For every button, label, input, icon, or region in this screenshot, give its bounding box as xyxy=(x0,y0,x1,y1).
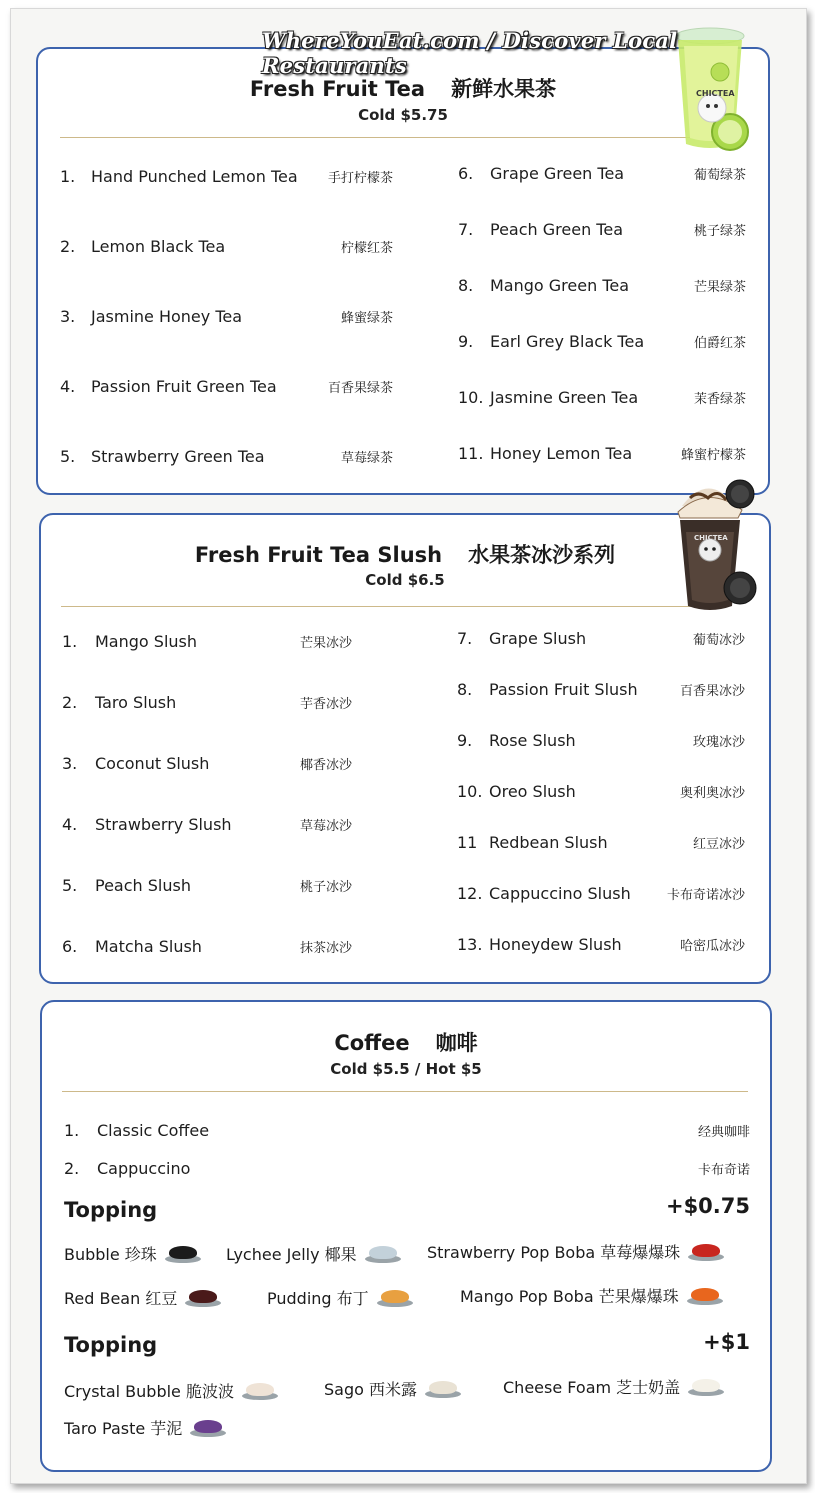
item-number: 2. xyxy=(64,1159,80,1178)
topping-label: Sago 西米露 xyxy=(324,1380,417,1399)
topping-label: Taro Paste 芋泥 xyxy=(64,1419,183,1438)
topping-item xyxy=(324,1377,461,1400)
item-name-en: Earl Grey Black Tea xyxy=(490,332,645,351)
topping-item xyxy=(503,1375,724,1398)
item-name-zh: 哈密瓜冰沙 xyxy=(679,939,745,954)
item-name-en: Honeydew Slush xyxy=(489,935,622,954)
menu-item xyxy=(62,937,352,959)
item-name-zh: 桃子绿茶 xyxy=(693,224,746,239)
topping-dish-image xyxy=(425,1380,461,1398)
menu-item xyxy=(62,815,352,837)
item-name-zh: 蜂蜜绿茶 xyxy=(340,311,393,326)
item-name-zh: 蜂蜜柠檬茶 xyxy=(680,448,746,463)
item-number: 8. xyxy=(458,276,474,295)
oreo-slush-cup-image xyxy=(668,476,760,616)
item-name-en: Cappuccino xyxy=(97,1159,191,1178)
menu-item xyxy=(458,220,746,242)
coffee-title xyxy=(42,1027,770,1057)
cup-logo-text: CHICTEA xyxy=(694,534,728,542)
section-title-en: Coffee xyxy=(334,1031,410,1055)
topping-item xyxy=(64,1379,278,1402)
menu-item xyxy=(458,164,746,186)
item-number: 4. xyxy=(60,377,76,396)
section-title-zh: 咖啡 xyxy=(435,1031,478,1055)
topping-dish-image xyxy=(377,1289,413,1307)
item-name-en: Grape Green Tea xyxy=(490,164,625,183)
item-name-zh: 柠檬红茶 xyxy=(340,241,393,256)
slush-title xyxy=(41,539,769,569)
item-name-en: Oreo Slush xyxy=(489,782,576,801)
menu-item xyxy=(458,332,746,354)
item-name-zh: 芋香冰沙 xyxy=(299,697,352,712)
topping-price-1: +$0.75 xyxy=(665,1194,750,1218)
item-name-zh: 经典咖啡 xyxy=(697,1125,750,1140)
watermark: WhereYouEat.com / Discover Local Restaurants xyxy=(262,28,678,78)
menu-item xyxy=(60,377,393,399)
item-name-en: Redbean Slush xyxy=(489,833,608,852)
topping-dish-image xyxy=(688,1243,724,1261)
item-number: 2. xyxy=(62,693,78,712)
item-number: 1. xyxy=(64,1121,80,1140)
item-name-en: Matcha Slush xyxy=(95,937,202,956)
section-title-zh: 新鲜水果茶 xyxy=(451,77,557,101)
coffee-panel xyxy=(40,1000,772,1472)
menu-item xyxy=(62,693,352,715)
item-number: 11. xyxy=(458,444,484,463)
item-name-zh: 百香果冰沙 xyxy=(679,684,745,699)
topping-label: Red Bean 红豆 xyxy=(64,1289,178,1308)
fresh-fruit-tea-panel xyxy=(36,47,770,495)
item-name-en: Mango Green Tea xyxy=(490,276,630,295)
item-name-zh: 椰香冰沙 xyxy=(299,758,352,773)
item-name-en: Taro Slush xyxy=(95,693,177,712)
item-name-zh: 卡布奇诺冰沙 xyxy=(666,888,745,903)
topping-item xyxy=(226,1242,401,1265)
item-name-en: Passion Fruit Slush xyxy=(489,680,638,699)
item-name-zh: 奥利奥冰沙 xyxy=(679,786,745,801)
item-number: 7. xyxy=(458,220,474,239)
item-name-zh: 芒果冰沙 xyxy=(299,636,352,651)
menu-item xyxy=(60,237,393,259)
topping-label: Pudding 布丁 xyxy=(267,1289,369,1308)
divider xyxy=(61,606,709,607)
topping-heading-2: Topping xyxy=(64,1333,158,1357)
menu-item xyxy=(457,731,745,753)
item-name-zh: 卡布奇诺 xyxy=(697,1163,750,1178)
item-name-zh: 葡萄绿茶 xyxy=(693,168,746,183)
topping-label: Lychee Jelly 椰果 xyxy=(226,1245,357,1264)
menu-item xyxy=(457,833,745,855)
menu-item xyxy=(457,782,745,804)
menu-item xyxy=(458,388,746,410)
topping-dish-image xyxy=(165,1245,201,1263)
item-number: 6. xyxy=(458,164,474,183)
menu-item xyxy=(64,1121,750,1143)
item-name-zh: 桃子冰沙 xyxy=(299,880,352,895)
topping-dish-image xyxy=(242,1382,278,1400)
menu-item xyxy=(62,876,352,898)
item-name-en: Classic Coffee xyxy=(97,1121,210,1140)
item-number: 1. xyxy=(60,167,76,186)
item-name-en: Cappuccino Slush xyxy=(489,884,631,903)
topping-dish-image xyxy=(185,1289,221,1307)
menu-item xyxy=(60,307,393,329)
item-number: 1. xyxy=(62,632,78,651)
menu-item xyxy=(457,884,745,906)
item-name-en: Passion Fruit Green Tea xyxy=(91,377,277,396)
item-number: 8. xyxy=(457,680,473,699)
topping-label: Crystal Bubble 脆波波 xyxy=(64,1382,234,1401)
item-number: 12. xyxy=(457,884,483,903)
item-number: 13. xyxy=(457,935,483,954)
menu-item xyxy=(458,276,746,298)
section-title-en: Fresh Fruit Tea xyxy=(249,77,426,101)
item-number: 6. xyxy=(62,937,78,956)
item-name-en: Jasmine Green Tea xyxy=(490,388,639,407)
item-name-zh: 抹茶冰沙 xyxy=(299,941,352,956)
item-name-en: Lemon Black Tea xyxy=(91,237,226,256)
menu-item xyxy=(457,680,745,702)
item-name-en: Honey Lemon Tea xyxy=(490,444,633,463)
item-name-zh: 葡萄冰沙 xyxy=(692,633,745,648)
topping-dish-image xyxy=(190,1419,226,1437)
item-name-en: Coconut Slush xyxy=(95,754,210,773)
topping-label: Mango Pop Boba 芒果爆爆珠 xyxy=(460,1287,679,1306)
topping-item xyxy=(427,1240,724,1263)
item-name-en: Hand Punched Lemon Tea xyxy=(91,167,298,186)
topping-dish-image xyxy=(687,1287,723,1305)
divider xyxy=(62,1091,748,1092)
item-name-zh: 茉香绿茶 xyxy=(693,392,746,407)
item-number: 2. xyxy=(60,237,76,256)
item-number: 11 xyxy=(457,833,478,852)
menu-item xyxy=(60,447,393,469)
topping-item xyxy=(64,1242,201,1265)
item-number: 5. xyxy=(62,876,78,895)
item-name-en: Peach Slush xyxy=(95,876,191,895)
item-number: 3. xyxy=(60,307,76,326)
item-number: 9. xyxy=(457,731,473,750)
item-name-en: Jasmine Honey Tea xyxy=(91,307,243,326)
topping-item xyxy=(64,1286,221,1309)
section-title-zh: 水果茶冰沙系列 xyxy=(468,543,616,567)
topping-dish-image xyxy=(688,1378,724,1396)
item-name-zh: 伯爵红茶 xyxy=(693,336,746,351)
topping-item xyxy=(267,1286,413,1309)
item-name-zh: 玫瑰冰沙 xyxy=(692,735,745,750)
item-name-en: Mango Slush xyxy=(95,632,197,651)
slush-panel xyxy=(39,513,771,984)
menu-item xyxy=(60,167,393,189)
topping-label: Strawberry Pop Boba 草莓爆爆珠 xyxy=(427,1243,681,1262)
item-number: 3. xyxy=(62,754,78,773)
item-name-zh: 草莓绿茶 xyxy=(340,451,393,466)
item-name-zh: 草莓冰沙 xyxy=(299,819,352,834)
menu-item xyxy=(457,629,745,651)
item-number: 9. xyxy=(458,332,474,351)
topping-price-2: +$1 xyxy=(703,1330,750,1354)
item-name-en: Rose Slush xyxy=(489,731,576,750)
section-title-en: Fresh Fruit Tea Slush xyxy=(194,543,443,567)
menu-item xyxy=(62,632,352,654)
coffee-price: Cold $5.5 / Hot $5 xyxy=(330,1060,482,1078)
topping-label: Bubble 珍珠 xyxy=(64,1245,157,1264)
topping-dish-image xyxy=(365,1245,401,1263)
item-number: 10. xyxy=(457,782,483,801)
topping-item xyxy=(460,1284,723,1307)
item-name-zh: 红豆冰沙 xyxy=(692,837,745,852)
item-name-en: Strawberry Green Tea xyxy=(91,447,265,466)
item-number: 4. xyxy=(62,815,78,834)
item-name-zh: 手打柠檬茶 xyxy=(327,171,393,186)
menu-item xyxy=(62,754,352,776)
fresh-fruit-tea-price: Cold $5.75 xyxy=(358,106,448,124)
item-name-en: Grape Slush xyxy=(489,629,587,648)
item-number: 10. xyxy=(458,388,484,407)
item-number: 5. xyxy=(60,447,76,466)
cup-logo-text: CHICTEA xyxy=(696,89,735,98)
topping-label: Cheese Foam 芝士奶盖 xyxy=(503,1378,681,1397)
topping-heading-1: Topping xyxy=(64,1198,158,1222)
menu-item xyxy=(64,1159,750,1181)
item-number: 7. xyxy=(457,629,473,648)
item-name-en: Peach Green Tea xyxy=(490,220,623,239)
topping-item xyxy=(64,1416,226,1439)
menu-item xyxy=(458,444,746,466)
slush-price: Cold $6.5 xyxy=(365,571,445,589)
item-name-en: Strawberry Slush xyxy=(95,815,232,834)
divider xyxy=(60,137,705,138)
item-name-zh: 百香果绿茶 xyxy=(327,381,393,396)
item-name-zh: 芒果绿茶 xyxy=(693,280,746,295)
menu-item xyxy=(457,935,745,957)
